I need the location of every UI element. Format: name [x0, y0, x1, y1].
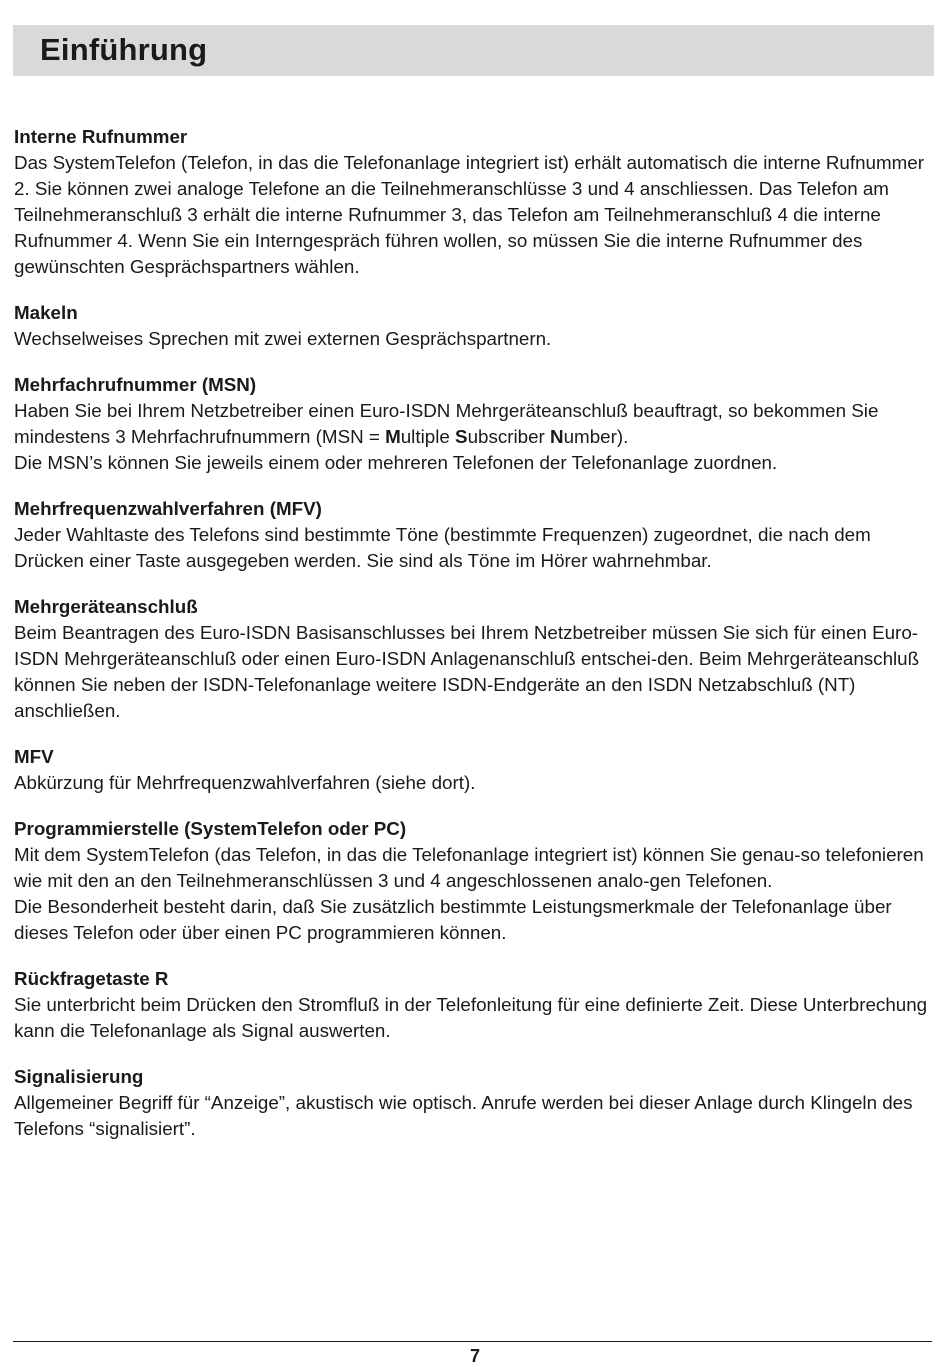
- entry-text: Sie unterbricht beim Drücken den Stromfluß in der Telefonleitung für eine definierte Zeit. Diese Unterbrechung kann die Telefonanlage als Signal auswerten.: [14, 994, 928, 1041]
- entry-title: Signalisierung: [14, 1066, 144, 1087]
- entry-title: Interne Rufnummer: [14, 126, 188, 147]
- entry-title: Makeln: [14, 302, 78, 323]
- msn-text-s: ubscriber: [467, 426, 551, 447]
- entry-text: Allgemeiner Begriff für “Anzeige”, akustisch wie optisch. Anrufe werden bei dieser Anlage durch Klingeln des Telefons “signalisiert”.: [14, 1092, 913, 1139]
- glossary-entry-makeln: [14, 300, 936, 352]
- glossary-entry-signalisierung: [14, 1064, 936, 1142]
- entry-title: Mehrfachrufnummer (MSN): [14, 374, 257, 395]
- glossary-content: [14, 124, 936, 1162]
- page-number: 7: [469, 1346, 480, 1366]
- entry-text: Mit dem SystemTelefon (das Telefon, in das die Telefonanlage integriert ist) können Sie genau-so telefonieren wie mit den an den Teilnehmeranschlüssen 3 und 4 angeschlossenen analo-gen Telefonen.: [14, 844, 924, 891]
- entry-title: Mehrgeräteanschluß: [14, 596, 198, 617]
- entry-text: Jeder Wahltaste des Telefons sind bestimmte Töne (bestimmte Frequenzen) zugeordnet, die nach dem Drücken einer Taste ausgegeben werden. Sie sind als Töne im Hörer wahrnehmbar.: [14, 524, 871, 571]
- glossary-entry-msn: [14, 372, 936, 476]
- entry-text: Beim Beantragen des Euro-ISDN Basisanschlusses bei Ihrem Netzbetreiber müssen Sie sich für einen Euro-ISDN Mehrgeräteanschluß oder einen Euro-ISDN Anlagenanschluß entschei-den. Beim Mehrgeräteanschluß können Sie neben der ISDN-Telefonanlage weitere ISDN-Endgeräte an den ISDN Netzabschluß (NT) anschließen.: [14, 622, 920, 721]
- glossary-entry-mehrgeraeteanschluss: [14, 594, 936, 724]
- page-title: Einführung: [40, 32, 208, 67]
- msn-letter-m: M: [385, 426, 401, 447]
- entry-text: [14, 398, 936, 450]
- entry-title: Programmierstelle (SystemTelefon oder PC): [14, 818, 407, 839]
- msn-text-n: umber).: [563, 426, 629, 447]
- glossary-entry-rueckfragetaste: [14, 966, 936, 1044]
- msn-letter-n: N: [550, 426, 564, 447]
- msn-letter-s: S: [455, 426, 468, 447]
- glossary-entry-mfv: [14, 744, 936, 796]
- entry-text: Das SystemTelefon (Telefon, in das die Telefonanlage integriert ist) erhält automatisch die interne Rufnummer 2. Sie können zwei analoge Telefone an die Teilnehmeranschlüsse 3 und 4 anschliessen. Das Telefon am Teilnehmeranschluß 3 erhält die interne Rufnummer 3, das Telefon am Teilnehmeranschluß 4 die interne Rufnummer 4. Wenn Sie ein Interngespräch führen wollen, so müssen Sie die interne Rufnummer des gewünschten Gesprächspartners wählen.: [14, 152, 924, 277]
- entry-title: Rückfragetaste R: [14, 968, 169, 989]
- entry-text: Die MSN’s können Sie jeweils einem oder mehreren Telefonen der Telefonanlage zuordnen.: [14, 452, 778, 473]
- entry-text: Die Besonderheit besteht darin, daß Sie zusätzlich bestimmte Leistungsmerkmale der Telefonanlage über dieses Telefon oder über einen PC programmieren können.: [14, 896, 892, 943]
- glossary-entry-mfv-long: [14, 496, 936, 574]
- entry-text: Abkürzung für Mehrfrequenzwahlverfahren (siehe dort).: [14, 772, 476, 793]
- glossary-entry-interne-rufnummer: [14, 124, 936, 280]
- footer-divider: [13, 1341, 932, 1342]
- chapter-title-bar: [13, 25, 934, 76]
- msn-intro-text: Haben Sie bei Ihrem Netzbetreiber einen Euro-ISDN Mehrgeräteanschluß beauftragt, so bekommen Sie mindestens 3 Mehrfachrufnummern (MSN =: [14, 400, 879, 447]
- entry-title: Mehrfrequenzwahlverfahren (MFV): [14, 498, 322, 519]
- entry-title: MFV: [14, 746, 54, 767]
- glossary-entry-programmierstelle: [14, 816, 936, 946]
- entry-text: Wechselweises Sprechen mit zwei externen Gesprächspartnern.: [14, 328, 552, 349]
- msn-text-m: ultiple: [400, 426, 456, 447]
